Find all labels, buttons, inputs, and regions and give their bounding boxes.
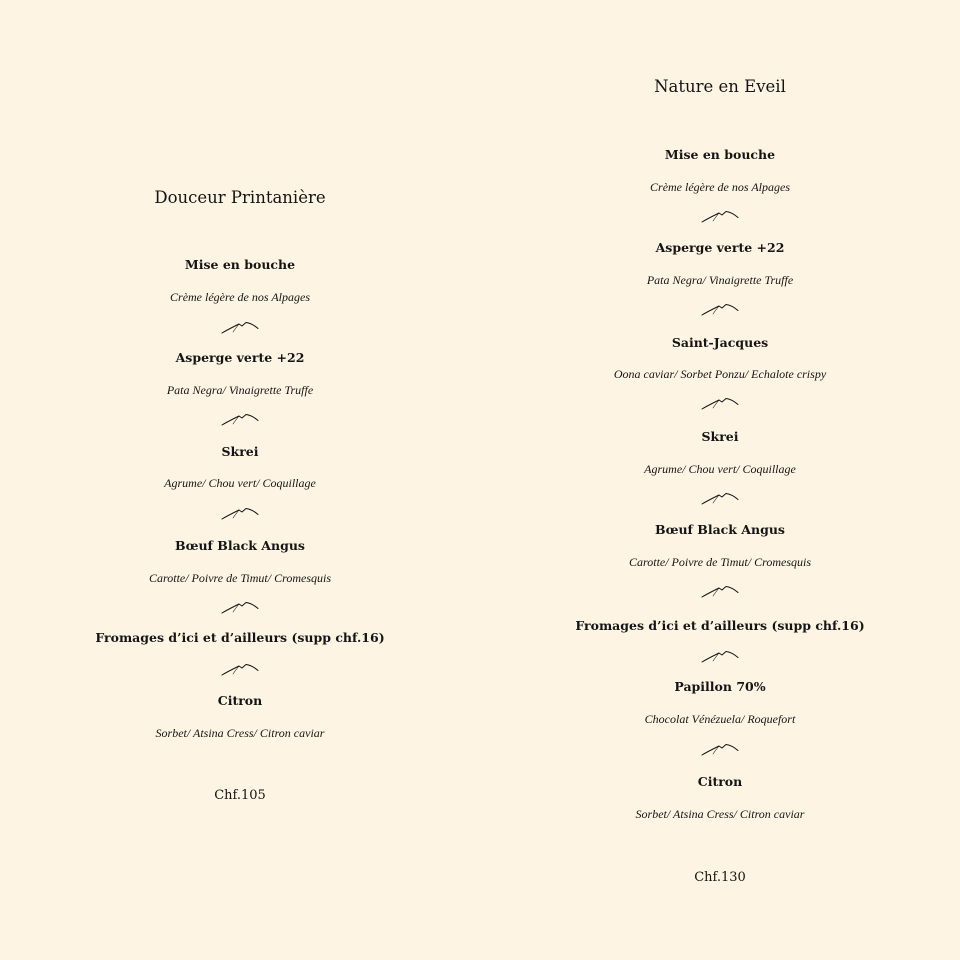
course-name: Fromages d’ici et d’ailleurs (supp chf.16) xyxy=(95,630,385,645)
course-description: Chocolat Vénézuela/ Roquefort xyxy=(644,712,796,726)
mountain-divider-icon xyxy=(700,649,740,663)
mountain-divider-icon xyxy=(700,584,740,598)
mountain-divider-icon xyxy=(220,506,260,520)
course-name: Papillon 70% xyxy=(674,679,766,694)
course-description: Pata Negra/ Vinaigrette Truffe xyxy=(166,383,314,397)
mountain-divider-icon xyxy=(220,662,260,676)
course-name: Bœuf Black Angus xyxy=(655,522,785,537)
course-name: Citron xyxy=(217,693,263,708)
course-name: Skrei xyxy=(701,429,739,444)
menu-title: Douceur Printanière xyxy=(154,188,326,207)
course-description: Sorbet/ Atsina Cress/ Citron caviar xyxy=(155,726,325,740)
mountain-divider-icon xyxy=(220,320,260,334)
mountain-divider-icon xyxy=(700,209,740,223)
menu-price: Chf.130 xyxy=(694,870,746,885)
course-name: Mise en bouche xyxy=(664,147,776,162)
course-description: Pata Negra/ Vinaigrette Truffe xyxy=(646,273,794,287)
course-name: Citron xyxy=(697,774,743,789)
menu-title: Nature en Eveil xyxy=(654,77,786,96)
mountain-divider-icon xyxy=(700,491,740,505)
mountain-divider-icon xyxy=(220,412,260,426)
course-description: Agrume/ Chou vert/ Coquillage xyxy=(164,476,316,490)
course-name: Asperge verte +22 xyxy=(175,350,305,365)
course-name: Skrei xyxy=(221,444,259,459)
mountain-divider-icon xyxy=(700,302,740,316)
course-name: Fromages d’ici et d’ailleurs (supp chf.16) xyxy=(575,618,865,633)
course-name: Mise en bouche xyxy=(184,257,296,272)
course-name: Saint-Jacques xyxy=(671,335,769,350)
course-description: Crème légère de nos Alpages xyxy=(170,290,310,304)
course-description: Sorbet/ Atsina Cress/ Citron caviar xyxy=(635,807,805,821)
course-description: Carotte/ Poivre de Timut/ Cromesquis xyxy=(149,571,331,585)
menu-price: Chf.105 xyxy=(214,788,266,803)
course-description: Crème légère de nos Alpages xyxy=(650,180,790,194)
mountain-divider-icon xyxy=(700,396,740,410)
course-description: Oona caviar/ Sorbet Ponzu/ Echalote crispy xyxy=(613,367,827,381)
course-name: Bœuf Black Angus xyxy=(175,538,305,553)
course-name: Asperge verte +22 xyxy=(655,240,785,255)
mountain-divider-icon xyxy=(220,600,260,614)
course-description: Carotte/ Poivre de Timut/ Cromesquis xyxy=(629,555,811,569)
mountain-divider-icon xyxy=(700,742,740,756)
course-description: Agrume/ Chou vert/ Coquillage xyxy=(644,462,796,476)
